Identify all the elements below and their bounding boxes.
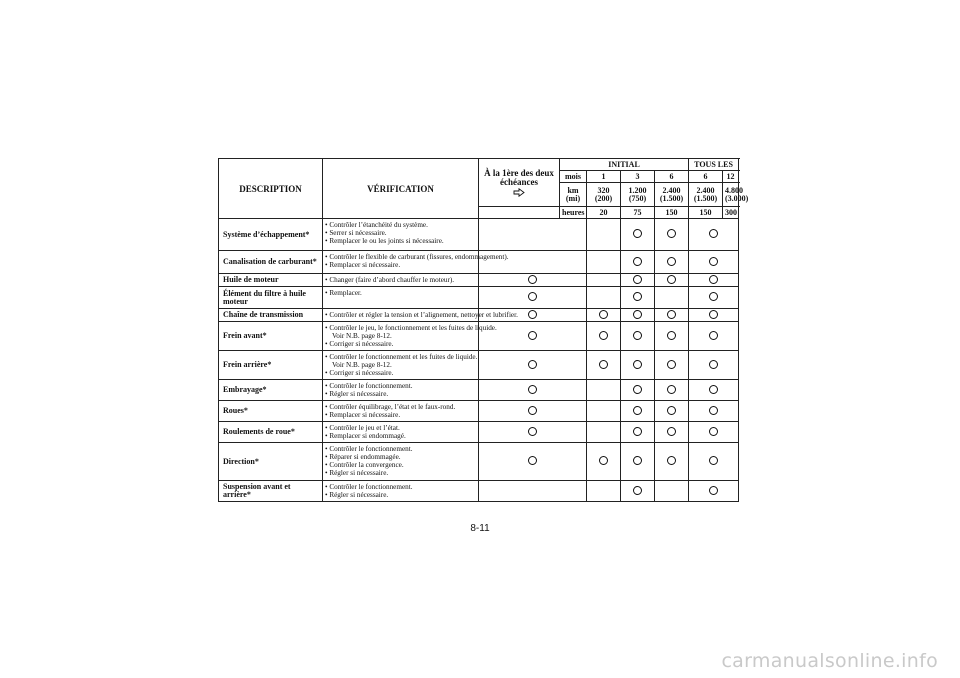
- interval-cell: [655, 251, 689, 274]
- item-checks: [323, 481, 479, 502]
- check-line: • Contrôler le fonctionnement.: [325, 445, 413, 453]
- interval-cell: [689, 481, 739, 502]
- interval-value: 75: [621, 207, 655, 219]
- check-line: • Régler si nécessaire.: [325, 491, 389, 499]
- interval-value: 150: [655, 207, 689, 219]
- table-row: [219, 481, 739, 502]
- check-line: • Remplacer.: [325, 289, 362, 297]
- check-circle-icon: [633, 486, 642, 495]
- interval-value: 300: [723, 207, 739, 219]
- interval-cell: [655, 401, 689, 422]
- check-circle-icon: [633, 257, 642, 266]
- check-circle-icon: [709, 406, 718, 415]
- check-circle-icon: [528, 427, 537, 436]
- interval-cell: [587, 287, 621, 309]
- check-circle-icon: [709, 486, 718, 495]
- check-circle-icon: [633, 275, 642, 284]
- interval-cell: [621, 309, 655, 322]
- interval-cell: [621, 401, 655, 422]
- check-circle-icon: [633, 360, 642, 369]
- interval-cell: [689, 309, 739, 322]
- check-line: Voir N.B. page 8-12.: [332, 361, 392, 369]
- check-line: • Remplacer si nécessaire.: [325, 411, 401, 419]
- item-checks: [323, 443, 479, 481]
- maintenance-table: [218, 158, 749, 502]
- interval-cell: [655, 380, 689, 401]
- check-line: • Contrôler le fonctionnement.: [325, 382, 413, 390]
- check-circle-icon: [599, 310, 608, 319]
- item-checks: [323, 287, 479, 309]
- check-circle-icon: [599, 360, 608, 369]
- unit-label: heures: [560, 207, 587, 219]
- interval-cell: [479, 443, 587, 481]
- interval-cell: [479, 481, 587, 502]
- interval-cell: [587, 443, 621, 481]
- interval-value: 6: [655, 171, 689, 183]
- interval-cell: [655, 287, 689, 309]
- interval-cell: [655, 322, 689, 351]
- header-first-due: [479, 159, 560, 207]
- interval-cell: [479, 351, 587, 380]
- interval-value: 2.400 (1.500): [655, 183, 689, 207]
- check-line: • Contrôler la convergence.: [325, 461, 404, 469]
- interval-value: 20: [587, 207, 621, 219]
- interval-cell: [621, 219, 655, 251]
- interval-cell: [689, 287, 739, 309]
- unit-label: km (mi): [560, 183, 587, 207]
- check-circle-icon: [528, 406, 537, 415]
- item-description: Frein avant*: [219, 322, 323, 351]
- interval-cell: [587, 251, 621, 274]
- check-line: • Contrôler le fonctionnement.: [325, 483, 413, 491]
- check-circle-icon: [667, 310, 676, 319]
- interval-cell: [689, 380, 739, 401]
- interval-cell: [689, 401, 739, 422]
- check-circle-icon: [667, 360, 676, 369]
- check-circle-icon: [633, 406, 642, 415]
- item-checks: [323, 401, 479, 422]
- check-circle-icon: [709, 275, 718, 284]
- check-circle-icon: [633, 456, 642, 465]
- interval-cell: [621, 274, 655, 287]
- check-circle-icon: [528, 292, 537, 301]
- check-circle-icon: [709, 310, 718, 319]
- item-checks: [323, 422, 479, 443]
- interval-cell: [587, 309, 621, 322]
- interval-cell: [689, 422, 739, 443]
- check-line: • Régler si nécessaire.: [325, 390, 389, 398]
- interval-cell: [621, 287, 655, 309]
- interval-value: 6: [689, 171, 723, 183]
- interval-cell: [587, 380, 621, 401]
- interval-value: 150: [689, 207, 723, 219]
- check-line: • Régler si nécessaire.: [325, 469, 389, 477]
- check-line: • Contrôler l’étanchéité du système.: [325, 221, 428, 229]
- interval-cell: [689, 251, 739, 274]
- check-circle-icon: [709, 427, 718, 436]
- check-line: • Remplacer si endommagé.: [325, 432, 406, 440]
- item-description: Système d’échappement*: [219, 219, 323, 251]
- check-circle-icon: [633, 427, 642, 436]
- interval-cell: [655, 274, 689, 287]
- header-every: TOUS LES: [689, 159, 739, 171]
- interval-cell: [689, 274, 739, 287]
- check-circle-icon: [709, 229, 718, 238]
- item-description: Roues*: [219, 401, 323, 422]
- item-description: Roulements de roue*: [219, 422, 323, 443]
- check-line: • Remplacer si nécessaire.: [325, 261, 401, 269]
- interval-cell: [655, 443, 689, 481]
- interval-value: 2.400 (1.500): [689, 183, 723, 207]
- item-checks: [323, 274, 479, 287]
- check-circle-icon: [709, 257, 718, 266]
- page-number: 8-11: [470, 523, 490, 534]
- check-circle-icon: [709, 385, 718, 394]
- interval-cell: [689, 443, 739, 481]
- interval-cell: [587, 481, 621, 502]
- table-row: [219, 322, 739, 351]
- item-checks: [323, 322, 497, 351]
- item-description: Embrayage*: [219, 380, 323, 401]
- header-verification: VÉRIFICATION: [323, 159, 479, 219]
- check-circle-icon: [599, 456, 608, 465]
- interval-cell: [621, 322, 655, 351]
- item-checks: [323, 219, 479, 251]
- header-initial: INITIAL: [560, 159, 689, 171]
- table-row: [219, 401, 739, 422]
- check-circle-icon: [528, 360, 537, 369]
- table-row: [219, 443, 739, 481]
- check-circle-icon: [667, 229, 676, 238]
- interval-cell: [479, 401, 587, 422]
- interval-cell: [689, 322, 739, 351]
- interval-cell: [621, 251, 655, 274]
- check-line: • Serrer si nécessaire.: [325, 229, 387, 237]
- check-circle-icon: [633, 331, 642, 340]
- interval-cell: [479, 380, 587, 401]
- interval-cell: [655, 219, 689, 251]
- check-circle-icon: [709, 456, 718, 465]
- check-circle-icon: [528, 331, 537, 340]
- interval-cell: [655, 309, 689, 322]
- check-circle-icon: [709, 331, 718, 340]
- check-line: • Contrôler et régler la tension et l’alignement, nettoyer et lubrifier.: [325, 311, 518, 319]
- item-description: Frein arrière*: [219, 351, 323, 380]
- table-row: [219, 351, 739, 380]
- interval-cell: [621, 443, 655, 481]
- arrow-right-icon: [513, 188, 525, 197]
- check-circle-icon: [633, 385, 642, 394]
- check-circle-icon: [667, 406, 676, 415]
- interval-cell: [621, 481, 655, 502]
- interval-cell: [621, 422, 655, 443]
- interval-cell: [479, 422, 587, 443]
- interval-value: 320 (200): [587, 183, 621, 207]
- unit-label: mois: [560, 171, 587, 183]
- check-circle-icon: [667, 257, 676, 266]
- item-description: Canalisation de carburant*: [219, 251, 323, 274]
- interval-cell: [621, 380, 655, 401]
- check-circle-icon: [667, 427, 676, 436]
- check-line: • Contrôler équilibrage, l’état et le faux-rond.: [325, 403, 456, 411]
- interval-cell: [621, 351, 655, 380]
- interval-value: 3: [621, 171, 655, 183]
- table-body: [219, 219, 739, 502]
- check-line: • Remplacer le ou les joints si nécessaire.: [325, 237, 444, 245]
- interval-cell: [587, 219, 621, 251]
- check-line: • Contrôler le flexible de carburant (fissures, endommagement).: [325, 253, 509, 261]
- check-line: Voir N.B. page 8-12.: [332, 332, 392, 340]
- interval-cell: [689, 351, 739, 380]
- interval-cell: [479, 219, 587, 251]
- check-line: • Contrôler le jeu, le fonctionnement et les fuites de liquide.: [325, 324, 497, 332]
- maintenance-table-container: [218, 158, 749, 502]
- item-description: Chaîne de transmission: [219, 309, 323, 322]
- interval-cell: [587, 322, 621, 351]
- check-line: • Corriger si nécessaire.: [325, 340, 394, 348]
- interval-value: 1: [587, 171, 621, 183]
- interval-cell: [587, 274, 621, 287]
- header-description: DESCRIPTION: [219, 159, 323, 219]
- header-first-due-label: À la 1ère des deux échéances: [484, 167, 554, 187]
- header-first-due-spacer: [479, 207, 560, 219]
- watermark: carmanualsonline.info: [721, 650, 938, 672]
- item-description: Direction*: [219, 443, 323, 481]
- interval-value: 12: [723, 171, 739, 183]
- item-checks: [323, 309, 518, 322]
- table-row: [219, 422, 739, 443]
- check-line: • Réparer si endommagée.: [325, 453, 401, 461]
- check-circle-icon: [709, 360, 718, 369]
- table-row: [219, 274, 739, 287]
- check-circle-icon: [667, 331, 676, 340]
- check-circle-icon: [528, 385, 537, 394]
- interval-cell: [587, 422, 621, 443]
- table-row: [219, 219, 739, 251]
- check-circle-icon: [709, 292, 718, 301]
- check-line: • Changer (faire d’abord chauffer le moteur).: [325, 276, 455, 284]
- item-checks: [323, 251, 509, 274]
- check-circle-icon: [633, 229, 642, 238]
- check-line: • Contrôler le jeu et l’état.: [325, 424, 400, 432]
- interval-cell: [479, 287, 587, 309]
- check-line: • Contrôler le fonctionnement et les fuites de liquide.: [325, 353, 478, 361]
- item-description: Suspension avant et arrière*: [219, 481, 323, 502]
- table-row: [219, 251, 739, 274]
- table-row: [219, 380, 739, 401]
- table-header: [219, 159, 749, 219]
- check-circle-icon: [633, 310, 642, 319]
- interval-cell: [655, 422, 689, 443]
- check-circle-icon: [633, 292, 642, 301]
- check-circle-icon: [667, 385, 676, 394]
- check-circle-icon: [667, 456, 676, 465]
- item-checks: [323, 380, 479, 401]
- check-circle-icon: [528, 310, 537, 319]
- interval-cell: [479, 274, 587, 287]
- interval-cell: [655, 481, 689, 502]
- table-row: [219, 309, 739, 322]
- item-checks: [323, 351, 479, 380]
- check-circle-icon: [528, 456, 537, 465]
- interval-cell: [655, 351, 689, 380]
- interval-cell: [587, 351, 621, 380]
- check-line: • Corriger si nécessaire.: [325, 369, 394, 377]
- item-description: Huile de moteur: [219, 274, 323, 287]
- interval-cell: [689, 219, 739, 251]
- check-circle-icon: [528, 275, 537, 284]
- check-circle-icon: [599, 331, 608, 340]
- interval-value: 4.800 (3.000): [723, 183, 739, 207]
- item-description: Élément du filtre à huile moteur: [219, 287, 323, 309]
- interval-value: 1.200 (750): [621, 183, 655, 207]
- interval-cell: [587, 401, 621, 422]
- check-circle-icon: [667, 275, 676, 284]
- table-row: [219, 287, 739, 309]
